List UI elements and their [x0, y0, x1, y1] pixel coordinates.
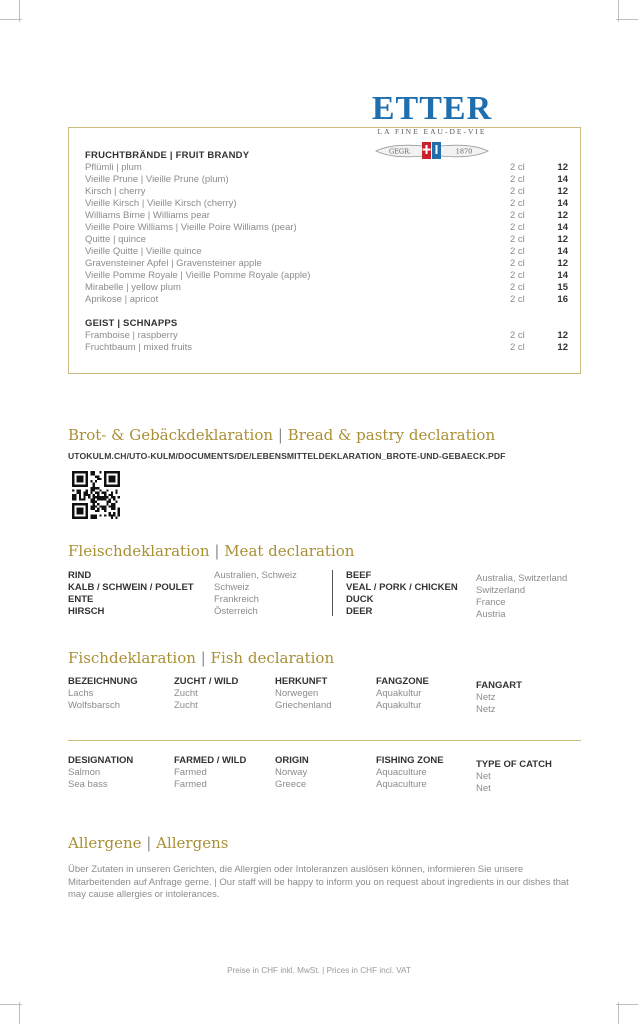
meat-origin: Schweiz — [214, 582, 250, 593]
bread-declaration-url[interactable]: UTOKULM.CH/UTO-KULM/DOCUMENTS/DE/LEBENSMITTELDEKLARATION_BROTE-UND-GEBAECK.PDF — [68, 451, 506, 461]
title-separator: | — [214, 542, 220, 560]
meat-origin: France — [476, 597, 506, 608]
meat-label: KALB / SCHWEIN / POULET — [68, 582, 194, 593]
crop-mark — [19, 1002, 20, 1024]
drink-row — [85, 162, 568, 174]
seal-right-text: 1870 — [455, 147, 473, 156]
crop-mark — [616, 1004, 638, 1005]
crop-mark — [19, 0, 20, 22]
title-separator: | — [277, 426, 283, 444]
title-en: Bread & pastry declaration — [287, 426, 496, 444]
fish-cell: Farmed — [174, 779, 207, 790]
fish-cell: Netz — [476, 704, 496, 715]
fish-cell: Aquakultur — [376, 700, 422, 711]
fish-cell: Norway — [275, 767, 308, 778]
meat-origin: Switzerland — [476, 585, 526, 596]
fish-cell: Aquaculture — [376, 779, 427, 790]
fish-column-header: HERKUNFT — [275, 676, 328, 687]
meat-origin: Austria — [476, 609, 506, 620]
fish-divider — [68, 740, 581, 741]
price-footer: Preise in CHF inkl. MwSt. | Prices in CHF incl. VAT — [227, 966, 411, 975]
drink-name: Quitte | quince — [85, 234, 147, 245]
drink-price: 12 — [557, 258, 568, 269]
title-de: Brot- & Gebäckdeklaration — [68, 426, 274, 444]
drink-name: Vieille Pomme Royale | Vieille Pomme Royale (apple) — [85, 270, 311, 281]
drink-quantity: 2 cl — [510, 222, 525, 233]
fish-cell: Net — [476, 771, 491, 782]
fish-column-header: BEZEICHNUNG — [68, 676, 138, 687]
drink-name: Kirsch | cherry — [85, 186, 146, 197]
drink-price: 14 — [557, 222, 568, 233]
fish-cell: Farmed — [174, 767, 207, 778]
meat-label: VEAL / PORK / CHICKEN — [346, 582, 458, 593]
drink-name: Fruchtbaum | mixed fruits — [85, 342, 193, 353]
title-en: Meat declaration — [224, 542, 355, 560]
drink-price: 16 — [557, 294, 568, 305]
drink-price: 14 — [557, 174, 568, 185]
title-de: Fleischdeklaration — [68, 542, 210, 560]
drink-quantity: 2 cl — [510, 198, 525, 209]
qr-code-icon[interactable] — [72, 471, 120, 519]
fish-column-header: FISHING ZONE — [376, 755, 444, 766]
fish-cell: Netz — [476, 692, 496, 703]
drink-name: Williams Birne | Williams pear — [85, 210, 210, 221]
fish-cell: Lachs — [68, 688, 94, 699]
crop-mark — [616, 19, 638, 20]
crop-mark — [618, 0, 619, 22]
drink-quantity: 2 cl — [510, 282, 525, 293]
title-separator: | — [200, 649, 206, 667]
drink-row — [85, 330, 568, 342]
drink-row — [85, 246, 568, 258]
fish-cell: Norwegen — [275, 688, 319, 699]
drink-row — [85, 198, 568, 210]
crop-mark — [618, 1002, 619, 1024]
drink-row — [85, 258, 568, 270]
drink-row — [85, 270, 568, 282]
fish-column-header: FANGZONE — [376, 676, 429, 687]
drink-quantity: 2 cl — [510, 162, 525, 173]
fish-column-header: ZUCHT / WILD — [174, 676, 239, 687]
drink-name: Vieille Quitte | Vieille quince — [85, 246, 202, 257]
drink-price: 14 — [557, 198, 568, 209]
drink-name: Gravensteiner Apfel | Gravensteiner apple — [85, 258, 262, 269]
drink-price: 12 — [557, 210, 568, 221]
allergens-text: Über Zutaten in unseren Gerichten, die Allergien oder Intoleranzen auslösen können, informieren Sie unsere Mitarbeitenden auf Anfrage gerne. | Our staff will be happy to inform you on request about ingredients in our dishes that may cause allergies or intolerances. — [68, 864, 569, 900]
fish-column-header: FANGART — [476, 680, 522, 691]
fish-cell: Salmon — [68, 767, 101, 778]
drink-quantity: 2 cl — [510, 258, 525, 269]
allergens-title — [68, 834, 228, 852]
drink-row — [85, 210, 568, 222]
drink-name: Vieille Kirsch | Vieille Kirsch (cherry) — [85, 198, 237, 209]
fish-column-header: DESIGNATION — [68, 755, 134, 766]
drink-quantity: 2 cl — [510, 246, 525, 257]
fish-column-header: FARMED / WILD — [174, 755, 247, 766]
title-de: Fischdeklaration — [68, 649, 196, 667]
meat-declaration-title — [68, 542, 354, 560]
drink-row — [85, 174, 568, 186]
title-en: Fish declaration — [210, 649, 335, 667]
title-de: Allergene — [68, 834, 142, 852]
logo-wordmark: ETTER — [371, 90, 493, 127]
meat-origin: Österreich — [214, 606, 258, 617]
fish-column-header: ORIGIN — [275, 755, 309, 766]
meat-label: BEEF — [346, 570, 372, 581]
meat-label: HIRSCH — [68, 606, 105, 617]
fish-cell: Sea bass — [68, 779, 108, 790]
fish-declaration-title — [68, 649, 334, 667]
drink-name: Aprikose | apricot — [85, 294, 159, 305]
drink-quantity: 2 cl — [510, 294, 525, 305]
drink-row — [85, 282, 568, 294]
drink-quantity: 2 cl — [510, 174, 525, 185]
seal-left-text: GEGR. — [388, 147, 412, 156]
meat-origin: Australia, Switzerland — [476, 573, 568, 584]
fish-cell: Zucht — [174, 688, 198, 699]
drink-quantity: 2 cl — [510, 210, 525, 221]
title-en: Allergens — [156, 834, 229, 852]
drink-name: Mirabelle | yellow plum — [85, 282, 181, 293]
fish-cell: Zucht — [174, 700, 198, 711]
drink-quantity: 2 cl — [510, 342, 525, 353]
drink-name: Framboise | raspberry — [85, 330, 178, 341]
drink-row — [85, 342, 568, 354]
fish-column-header: TYPE OF CATCH — [476, 759, 552, 770]
drink-price: 15 — [557, 282, 568, 293]
fish-cell: Aquakultur — [376, 688, 422, 699]
drink-name: Pflümli | plum — [85, 162, 142, 173]
fish-cell: Greece — [275, 779, 307, 790]
meat-divider — [332, 570, 333, 616]
drink-row — [85, 186, 568, 198]
title-separator: | — [146, 834, 152, 852]
drink-quantity: 2 cl — [510, 234, 525, 245]
drink-quantity: 2 cl — [510, 330, 525, 341]
drink-price: 12 — [557, 342, 568, 353]
fish-cell: Griechenland — [275, 700, 332, 711]
meat-label: ENTE — [68, 594, 94, 605]
drink-row — [85, 234, 568, 246]
drink-price: 12 — [557, 162, 568, 173]
drink-name: Vieille Poire Williams | Vieille Poire Williams (pear) — [85, 222, 297, 233]
meat-origin: Australien, Schweiz — [214, 570, 297, 581]
drink-quantity: 2 cl — [510, 186, 525, 197]
meat-origin: Frankreich — [214, 594, 259, 605]
meat-label: DUCK — [346, 594, 374, 605]
drink-price: 14 — [557, 270, 568, 281]
drink-price: 12 — [557, 330, 568, 341]
bread-declaration-title — [68, 426, 495, 444]
fish-cell: Wolfsbarsch — [68, 700, 121, 711]
logo-tagline: LA FINE EAU-DE-VIE — [377, 127, 487, 136]
drink-quantity: 2 cl — [510, 270, 525, 281]
fish-cell: Aquaculture — [376, 767, 427, 778]
drink-price: 14 — [557, 246, 568, 257]
drink-name: Vieille Prune | Vieille Prune (plum) — [85, 174, 229, 185]
fish-cell: Net — [476, 783, 491, 794]
drink-row — [85, 222, 568, 234]
meat-label: RIND — [68, 570, 92, 581]
drink-row — [85, 294, 568, 306]
fruit-brandy-heading: FRUCHTBRÄNDE | FRUIT BRANDY — [85, 150, 250, 161]
meat-label: DEER — [346, 606, 373, 617]
drink-price: 12 — [557, 234, 568, 245]
schnapps-heading: GEIST | SCHNAPPS — [85, 318, 178, 329]
drink-price: 12 — [557, 186, 568, 197]
